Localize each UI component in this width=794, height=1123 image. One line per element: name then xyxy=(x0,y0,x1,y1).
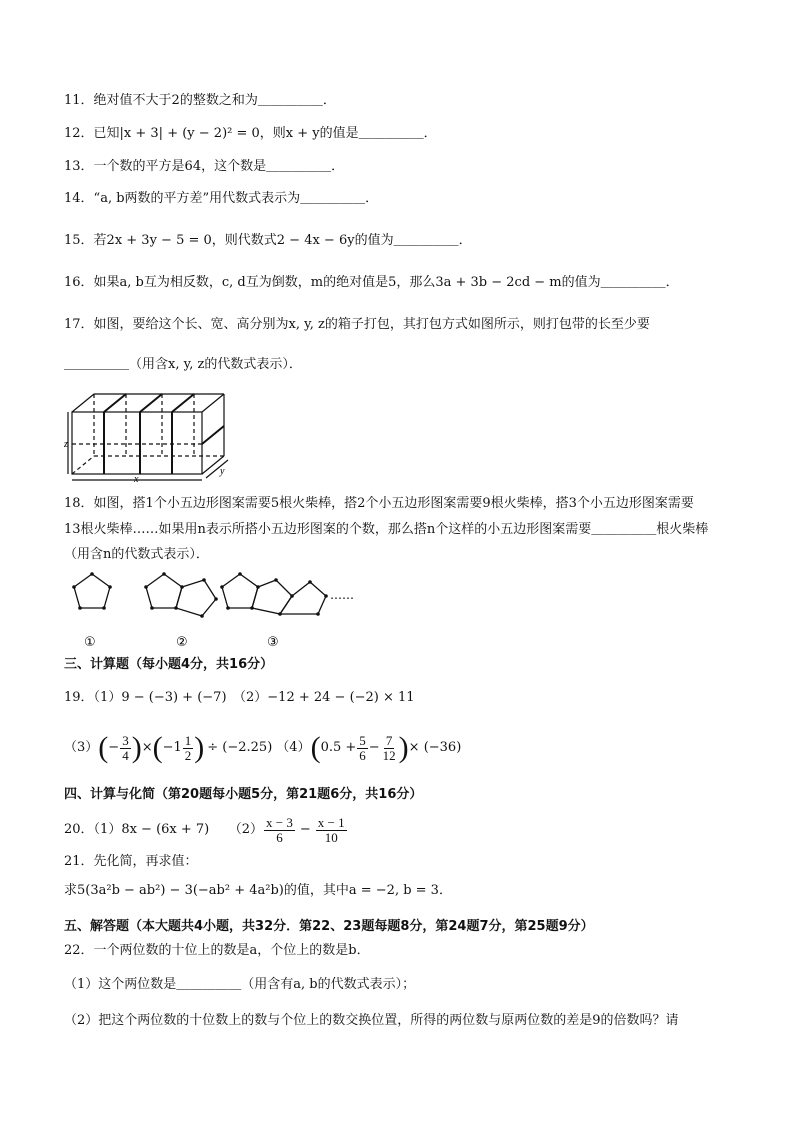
paren-open: ( xyxy=(152,731,163,764)
question-18-line1: 18．如图，搭1个小五边形图案需要5根火柴棒，搭2个小五边形图案需要9根火柴棒，搭3个小五边形图案需要 xyxy=(64,496,694,511)
pentagon-label-1: ① xyxy=(84,635,96,650)
question-18-line2: 13根火柴棒……如果用n表示所搭小五边形图案的个数，那么搭n个这样的小五边形图案需要＿＿＿＿＿根火柴棒 xyxy=(64,522,709,537)
box-label-y: y xyxy=(220,466,225,477)
question-20: 20．（1）8x − (6x + 7) （2） $\frac{x - 3}{6}$ − $\frac{x - 1}{10}$ xyxy=(64,814,345,845)
pentagon-figures xyxy=(64,566,364,654)
pentagon-label-2: ② xyxy=(176,635,188,650)
question-19-line1: 19．（1）9 − (−3) + (−7) （2）−12 + 24 − (−2) × 11 xyxy=(64,690,415,705)
question-17-line2: ＿＿＿＿＿（用含x, y, z的代数式表示）． xyxy=(64,357,302,372)
question-17-line1: 17．如图，要给这个长、宽、高分别为x, y, z的箱子打包，其打包方式如图所示，则打包带的长至少要 xyxy=(64,317,650,332)
box-label-x: x xyxy=(134,474,139,484)
q19-part4-label: （4） xyxy=(276,740,311,755)
paren-close: ) xyxy=(398,731,409,764)
question-11: 11．绝对值不大于2的整数之和为＿＿＿＿＿． xyxy=(64,93,336,108)
box-label-z: z xyxy=(64,439,68,450)
question-21-line2: 求5(3a²b − ab²) − 3(−ab² + 4a²b)的值，其中a = −2, b = 3． xyxy=(64,883,452,898)
question-18-line3: （用含n的代数式表示）． xyxy=(64,547,209,562)
question-12: 12．已知|x + 3| + (y − 2)² = 0，则x + y的值是＿＿＿＿＿． xyxy=(64,126,437,141)
fraction-x-minus-3-over-6: $\frac{x - 3}{6}$ xyxy=(266,814,293,845)
question-15: 15．若2x + 3y − 5 = 0，则代数式2 − 4x − 6y的值为＿＿＿＿＿． xyxy=(64,233,472,248)
question-22-part1: （1）这个两位数是＿＿＿＿＿（用含有a, b的代数式表示）； xyxy=(64,977,416,992)
paren-open: ( xyxy=(310,731,321,764)
fraction-5-6: $\frac{5}{6}$ xyxy=(359,732,366,763)
fraction-x-minus-1-over-10: $\frac{x - 1}{10}$ xyxy=(317,814,345,845)
section-4-heading: 四、计算与化简（第20题每小题5分，第21题6分，共16分） xyxy=(64,787,423,802)
section-3-heading: 三、计算题（每小题4分，共16分） xyxy=(64,657,274,672)
pentagon-label-3: ③ xyxy=(267,635,279,650)
box-diagram xyxy=(64,390,234,484)
paren-close: ) xyxy=(131,731,142,764)
question-13: 13．一个数的平方是64，这个数是＿＿＿＿＿． xyxy=(64,159,345,174)
question-22: 22．一个两位数的十位上的数是a，个位上的数是b． xyxy=(64,943,370,958)
question-14: 14．“a, b两数的平方差”用代数式表示为＿＿＿＿＿． xyxy=(64,191,379,206)
section-5-heading: 五、解答题（本大题共4小题，共32分．第22、23题每题8分，第24题7分，第25题9分） xyxy=(64,919,594,934)
pentagon-ellipsis: …… xyxy=(330,588,354,602)
question-16: 16．如果a, b互为相反数，c, d互为倒数，m的绝对值是5，那么3a + 3b − 2cd − m的值为＿＿＿＿＿． xyxy=(64,275,679,290)
question-22-part2: （2）把这个两位数的十位数上的数与个位上的数交换位置，所得的两位数与原两位数的差是9的倍数吗？请 xyxy=(64,1013,679,1028)
q19-part3-label: （3） xyxy=(64,740,99,755)
question-21-line1: 21．先化简，再求值： xyxy=(64,854,198,869)
fraction-7-12: $\frac{7}{12}$ xyxy=(382,732,396,763)
paren-close: ) xyxy=(194,731,205,764)
paren-open: ( xyxy=(98,731,109,764)
fraction-3-4: $\frac{3}{4}$ xyxy=(122,732,129,763)
fraction-1-2: $\frac{1}{2}$ xyxy=(184,732,192,763)
question-19-line2: （3） ( − $\frac{3}{4}$ ) × ( −1 $\frac{1}{2}$ ) ÷ (−2.25) （4） ( 0.5 + $\frac{5}{6}$ − $\frac{7}{12}$ ) × (−36) xyxy=(64,731,462,764)
